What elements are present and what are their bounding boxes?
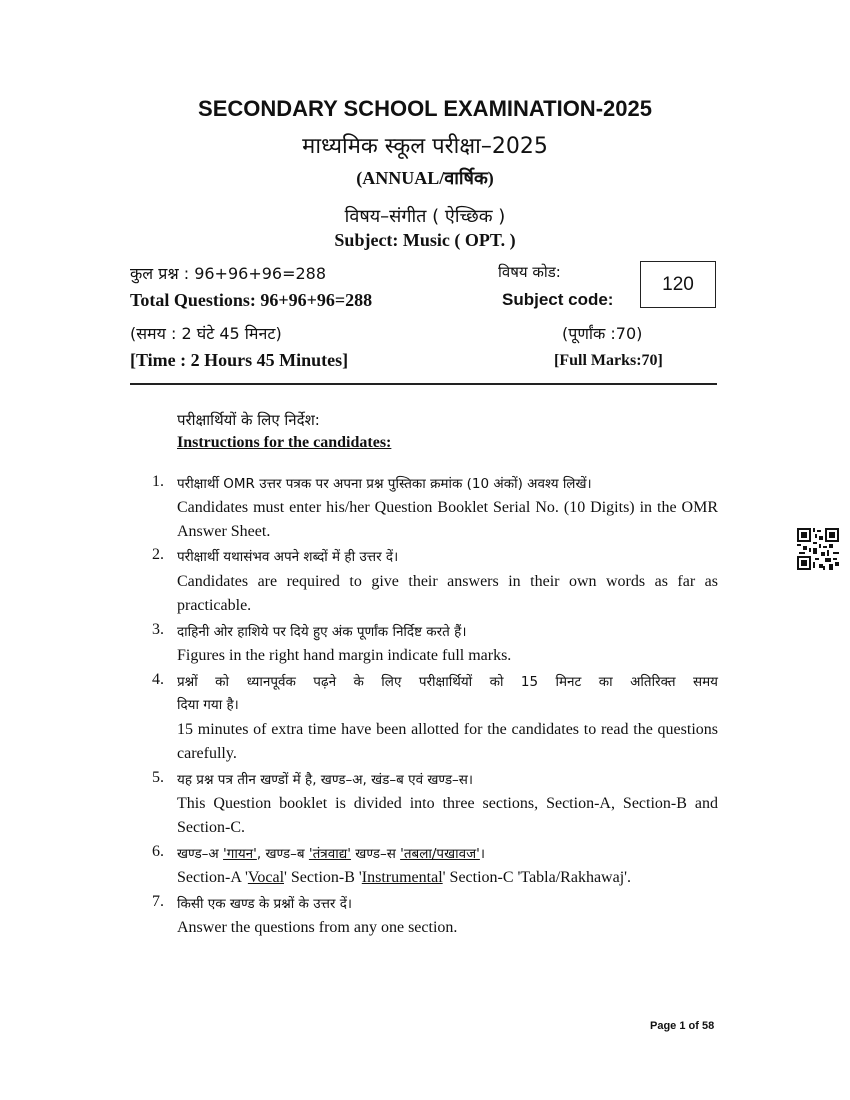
instruction-hindi: यह प्रश्न पत्र तीन खण्डों में है, खण्ड–अ, खंड–ब एवं खण्ड–स। <box>177 772 474 788</box>
exam-title-english: SECONDARY SCHOOL EXAMINATION-2025 <box>198 96 652 121</box>
section-c-prefix: खण्ड–स <box>350 846 401 862</box>
section-a-prefix: खण्ड–अ <box>177 846 224 862</box>
section-a-vocal-english: Vocal <box>247 869 285 886</box>
section-b-prefix-en: ' Section-B ' <box>284 869 362 886</box>
header-divider <box>130 383 717 385</box>
section-b-instrumental-english: Instrumental <box>361 869 443 886</box>
time-hindi: (समय : 2 घंटे 45 मिनट) <box>130 324 282 343</box>
section-a-prefix-en: Section-A ' <box>177 869 248 886</box>
total-questions-hindi: कुल प्रश्न : 96+96+96=288 <box>130 264 327 283</box>
instruction-english <box>177 866 718 890</box>
section-c-english: ' Section-C 'Tabla/Rakhawaj'. <box>442 869 632 886</box>
instruction-number: 1. <box>152 473 164 490</box>
instruction-english: Answer the questions from any one section. <box>177 919 458 936</box>
qr-code-icon <box>797 528 839 570</box>
annual-label: (ANNUAL/वार्षिक) <box>356 168 494 188</box>
instruction-hindi: किसी एक खण्ड के प्रश्नों के उत्तर दें। <box>177 896 353 912</box>
instruction-hindi: परीक्षार्थी यथासंभव अपने शब्दों में ही उत्तर दें। <box>177 549 399 565</box>
subject-hindi: विषय–संगीत ( ऐच्छिक ) <box>344 206 506 227</box>
subject-english: Subject: Music ( OPT. ) <box>334 230 516 250</box>
subject-code-value: 120 <box>662 273 694 295</box>
instruction-hindi: दाहिनी ओर हाशिये पर दिये हुए अंक पूर्णांक निर्दिष्ट करते हैं। <box>177 624 467 640</box>
instruction-number: 3. <box>152 621 164 638</box>
instruction-english: Figures in the right hand margin indicate full marks. <box>177 647 512 664</box>
section-a-vocal-hindi: 'गायन' <box>223 846 257 862</box>
full-marks-english: [Full Marks:70] <box>554 352 663 369</box>
time-english: [Time : 2 Hours 45 Minutes] <box>130 350 349 370</box>
instruction-number: 6. <box>152 843 164 860</box>
instruction-english: Candidates are required to give their answers in their own words as far as practicable. <box>177 573 718 614</box>
instruction-number: 5. <box>152 769 164 786</box>
section-c-tabla-hindi: 'तबला/पखावज' <box>400 846 480 862</box>
instruction-english: 15 minutes of extra time have been allotted for the candidates to read the questions carefully. <box>177 721 718 762</box>
full-marks-hindi: (पूर्णांक :70) <box>562 324 643 343</box>
total-questions-english: Total Questions: 96+96+96=288 <box>130 290 373 310</box>
exam-title-hindi: माध्यमिक स्कूल परीक्षा–2025 <box>302 134 548 159</box>
section-b-prefix: , खण्ड–ब <box>256 846 309 862</box>
instruction-hindi-continued: दिया गया है। <box>177 697 239 713</box>
section-b-instrumental-hindi: 'तंत्रवाद्य' <box>308 846 351 862</box>
instruction-hindi: परीक्षार्थी OMR उत्तर पत्रक पर अपना प्रश्न पुस्तिका क्रमांक (10 अंकों) अवश्य लिखें। <box>177 476 592 492</box>
instruction-number: 4. <box>152 671 164 688</box>
instruction-english: This Question booklet is divided into three sections, Section-A, Section-B and Section-C. <box>177 795 718 836</box>
subject-code-label-english: Subject code: <box>502 290 614 309</box>
page-number: Page 1 of 58 <box>650 1020 715 1032</box>
subject-code-label-hindi: विषय कोड: <box>498 263 561 281</box>
instruction-number: 2. <box>152 546 164 563</box>
instructions-heading-english: Instructions for the candidates: <box>177 434 392 451</box>
instruction-hindi: प्रश्नों को ध्यानपूर्वक पढ़ने के लिए परीक्षार्थियों को 15 मिनट का अतिरिक्त समय <box>177 674 718 690</box>
instruction-hindi <box>177 844 718 862</box>
instructions-heading-hindi: परीक्षार्थियों के लिए निर्देश: <box>177 411 320 429</box>
instruction-english: Candidates must enter his/her Question Booklet Serial No. (10 Digits) in the OMR Answer Sheet. <box>177 499 718 540</box>
subject-code-box <box>640 261 716 308</box>
sentence-end: । <box>479 846 486 862</box>
instruction-number: 7. <box>152 893 164 910</box>
